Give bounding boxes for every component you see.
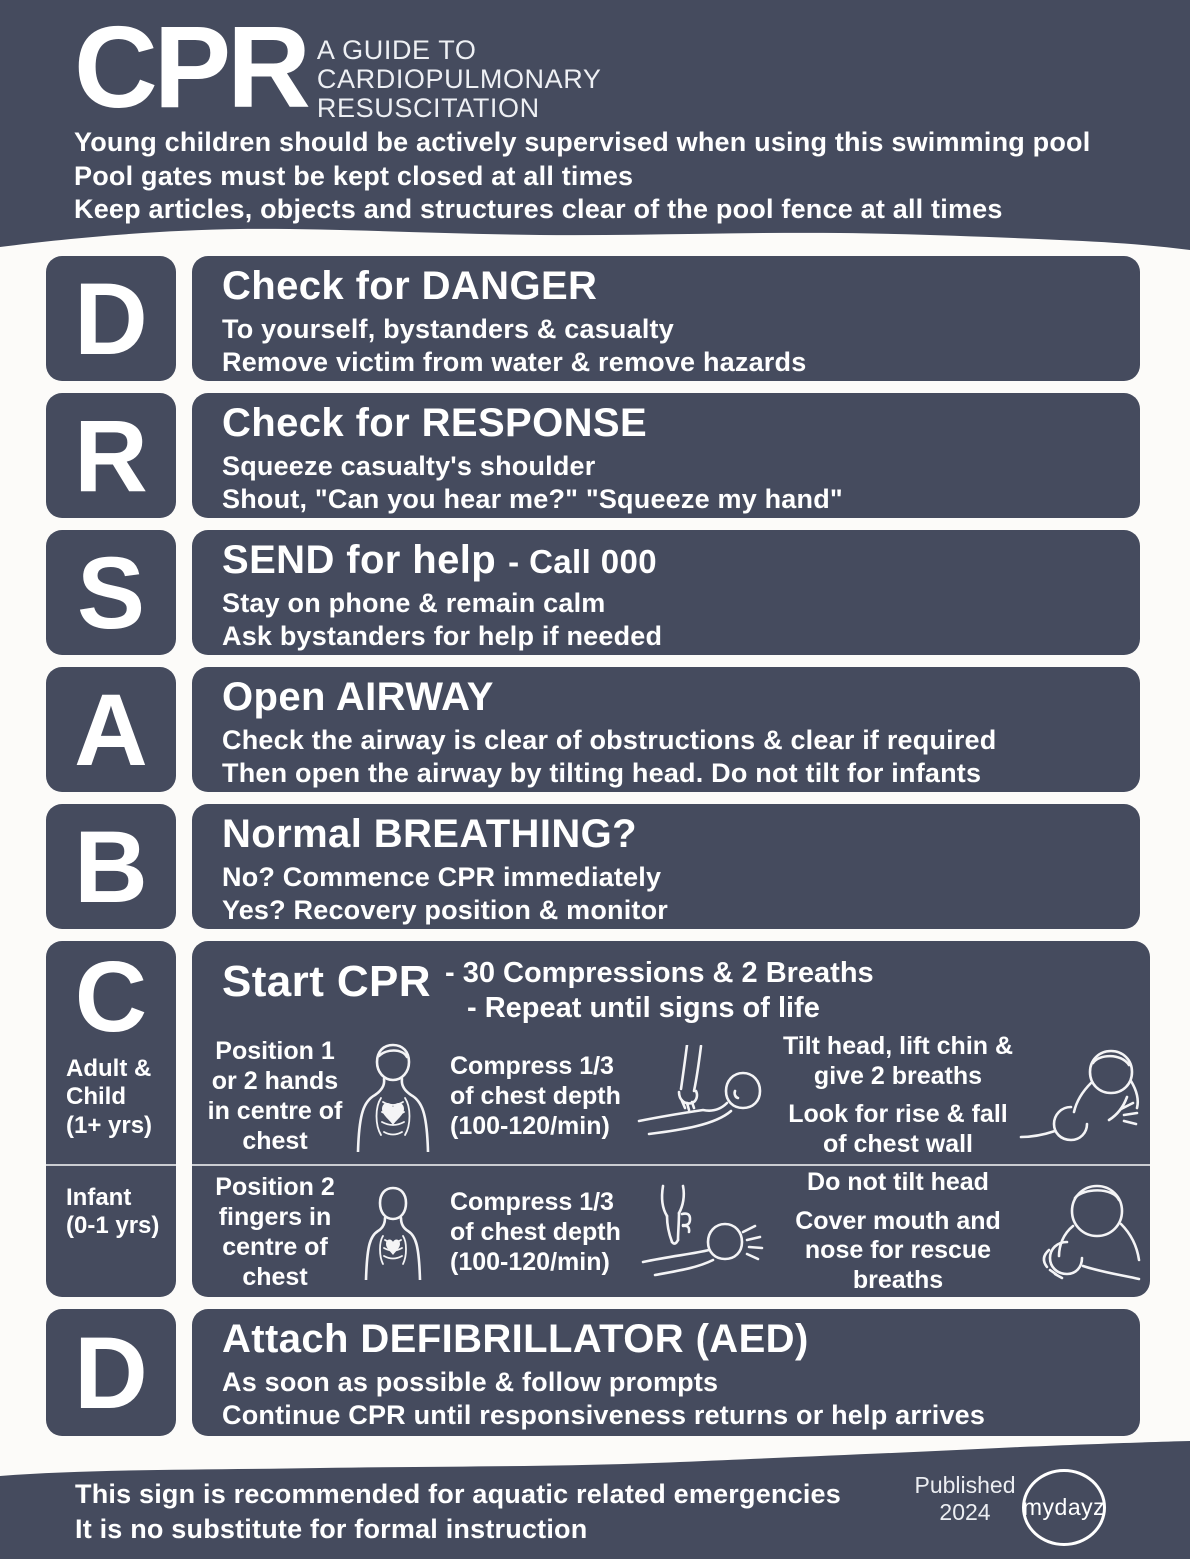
step-breathing	[46, 804, 1140, 929]
cpr-heading	[192, 941, 1150, 1027]
adult-position-text: Position 1 or 2 hands in centre of chest	[207, 1036, 343, 1155]
subtitle-line: A GUIDE TO	[316, 35, 477, 65]
adult-compress-text: Compress 1/3 of chest depth (100-120/min)	[450, 1051, 621, 1140]
step-send	[46, 530, 1140, 655]
step-response	[46, 393, 1140, 518]
adult-age-label: Adult & Child (1+ yrs)	[66, 1055, 153, 1139]
notice-line: Keep articles, objects and structures clear of the pool fence at all times	[74, 193, 1003, 224]
infant-position-text: Position 2 fingers in centre of chest	[215, 1172, 335, 1291]
step-cpr	[46, 941, 1140, 1297]
subtitle-line: RESUSCITATION	[316, 93, 540, 124]
header-wave	[0, 224, 1190, 256]
step-detail: To yourself, bystanders & casualty	[222, 314, 674, 344]
step-send-content	[192, 530, 1140, 655]
step-title-main: SEND for help	[222, 538, 497, 582]
page-subtitle	[317, 36, 602, 123]
mydayz-logo-text: mydayz	[1022, 1494, 1106, 1520]
cpr-adult-row	[192, 1027, 1150, 1164]
step-title: Attach DEFIBRILLATOR (AED)	[222, 1317, 809, 1361]
notice-line: Young children should be actively supervised when using this swimming pool	[74, 127, 1091, 158]
step-detail: Stay on phone & remain calm	[222, 588, 606, 618]
adult-age-group	[46, 941, 176, 1164]
mydayz-logo	[1022, 1469, 1106, 1546]
step-title: Check for DANGER	[222, 264, 598, 308]
header-title-block	[74, 2, 1150, 132]
step-defibrillator	[46, 1309, 1140, 1436]
step-cpr-content	[192, 941, 1150, 1297]
step-detail: No? Commence CPR immediately	[222, 862, 662, 892]
infant-torso-icon	[351, 1184, 435, 1280]
step-danger-content	[192, 256, 1140, 381]
cpr-infant-row	[192, 1166, 1150, 1297]
step-title	[222, 538, 1130, 582]
step-letter-d2: D	[46, 1309, 176, 1436]
pool-safety-notices	[74, 126, 1150, 226]
step-detail: Shout, "Can you hear me?" "Squeeze my hand"	[222, 484, 843, 515]
infant-compress-text: Compress 1/3 of chest depth (100-120/min)	[450, 1187, 621, 1276]
step-letter-c: C	[74, 941, 148, 1053]
rescue-breath-icon	[1019, 1045, 1145, 1147]
step-detail: Squeeze casualty's shoulder	[222, 451, 596, 481]
step-detail: Check the airway is clear of obstructions & clear if required	[222, 725, 997, 755]
subtitle-line: CARDIOPULMONARY	[316, 64, 602, 95]
step-title: Normal BREATHING?	[222, 812, 637, 856]
step-defibrillator-content	[192, 1309, 1140, 1436]
step-detail: Ask bystanders for help if needed	[222, 621, 663, 652]
drsabcd-steps	[0, 256, 1190, 1436]
footer-disclaimer: This sign is recommended for aquatic related emergencies It is no substitute for formal instruction	[75, 1478, 841, 1544]
adult-torso-icon	[351, 1040, 435, 1152]
step-danger	[46, 256, 1140, 381]
step-detail: Continue CPR until responsiveness returns or help arrives	[222, 1400, 986, 1431]
hand-compression-icon	[637, 1045, 777, 1147]
infant-breaths-text: Do not tilt head Cover mouth and nose for rescue breaths	[795, 1168, 1001, 1294]
step-letter-c-box	[46, 941, 176, 1297]
infant-breath-icon	[1019, 1182, 1145, 1282]
step-title: Open AIRWAY	[222, 675, 494, 719]
header	[0, 0, 1190, 224]
step-detail: Then open the airway by tilting head. Do not tilt for infants	[222, 758, 982, 789]
step-breathing-content	[192, 804, 1140, 929]
step-letter-d: D	[46, 256, 176, 381]
step-title: Check for RESPONSE	[222, 401, 648, 445]
page-title: CPR	[74, 2, 307, 132]
notice-line: Pool gates must be kept closed at all times	[74, 160, 634, 191]
step-airway	[46, 667, 1140, 792]
infant-age-label: Infant (0-1 yrs)	[66, 1184, 160, 1240]
step-response-content	[192, 393, 1140, 518]
step-title-suffix: - Call 000	[508, 543, 658, 580]
step-letter-s: S	[46, 530, 176, 655]
step-airway-content	[192, 667, 1140, 792]
published-date: Published 2024	[914, 1471, 1016, 1526]
cpr-title-points: - 30 Compressions & 2 Breaths - Repeat until signs of life	[444, 957, 874, 1024]
adult-breaths-text: Tilt head, lift chin & give 2 breaths Look for rise & fall of chest wall	[782, 1032, 1014, 1158]
step-letter-r: R	[46, 393, 176, 518]
step-detail: As soon as possible & follow prompts	[222, 1367, 719, 1397]
two-finger-compression-icon	[637, 1184, 777, 1280]
cpr-title: Start CPR	[222, 957, 431, 1006]
step-letter-b: B	[46, 804, 176, 929]
step-detail: Remove victim from water & remove hazards	[222, 347, 807, 378]
footer	[0, 1439, 1190, 1559]
step-detail: Yes? Recovery position & monitor	[222, 895, 668, 926]
step-letter-a: A	[46, 667, 176, 792]
